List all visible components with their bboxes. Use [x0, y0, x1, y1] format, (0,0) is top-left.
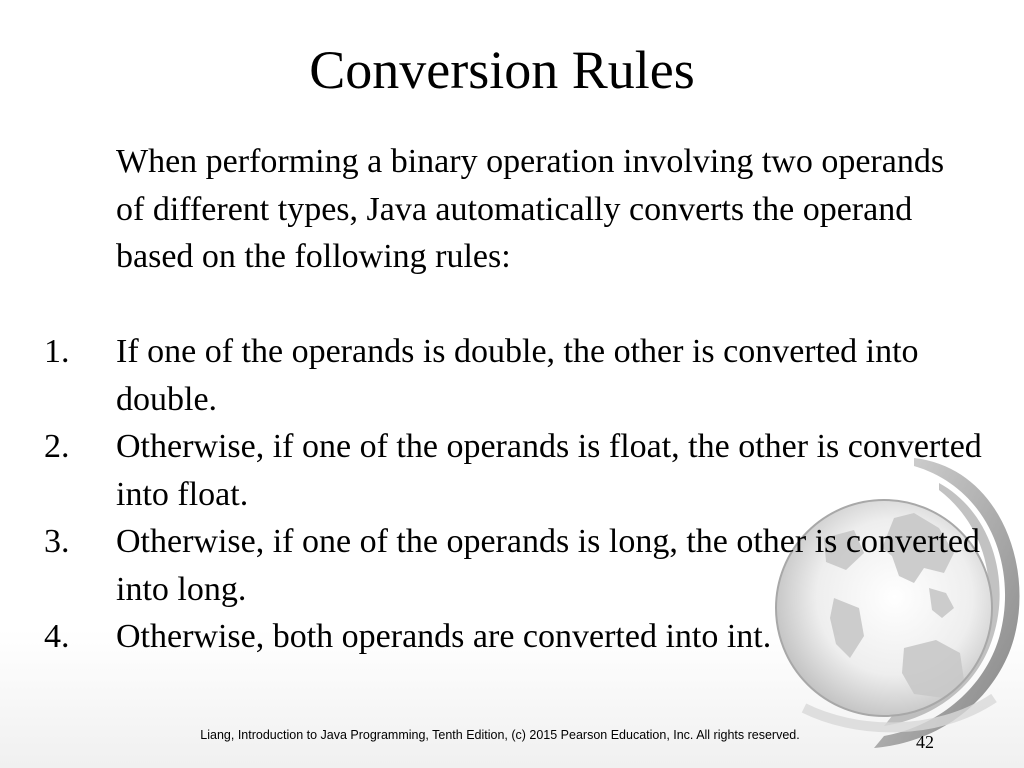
copyright-footer: Liang, Introduction to Java Programming, Tenth Edition, (c) 2015 Pearson Education, Inc. All rights reserved. — [200, 728, 800, 742]
rule-number: 4. — [44, 618, 70, 655]
rules-list — [0, 328, 1010, 661]
rule-text: Otherwise, if one of the operands is float, the other is converted into float. — [116, 428, 982, 513]
intro-paragraph: When performing a binary operation involving two operands of different types, Java automatically converts the operand based on the following rules: — [116, 143, 945, 275]
rule-text: Otherwise, both operands are converted into int. — [116, 618, 772, 655]
rule-item — [0, 518, 1010, 613]
rule-item — [0, 328, 1010, 423]
rule-text: If one of the operands is double, the other is converted into double. — [116, 333, 919, 418]
rule-number: 2. — [44, 428, 70, 465]
rule-item — [0, 423, 1010, 518]
rule-item — [0, 613, 1010, 661]
rule-text: Otherwise, if one of the operands is long, the other is converted into long. — [116, 523, 980, 608]
rule-number: 1. — [44, 333, 70, 370]
rule-number: 3. — [44, 523, 70, 560]
slide-title: Conversion Rules — [309, 40, 695, 100]
page-number: 42 — [916, 732, 934, 752]
